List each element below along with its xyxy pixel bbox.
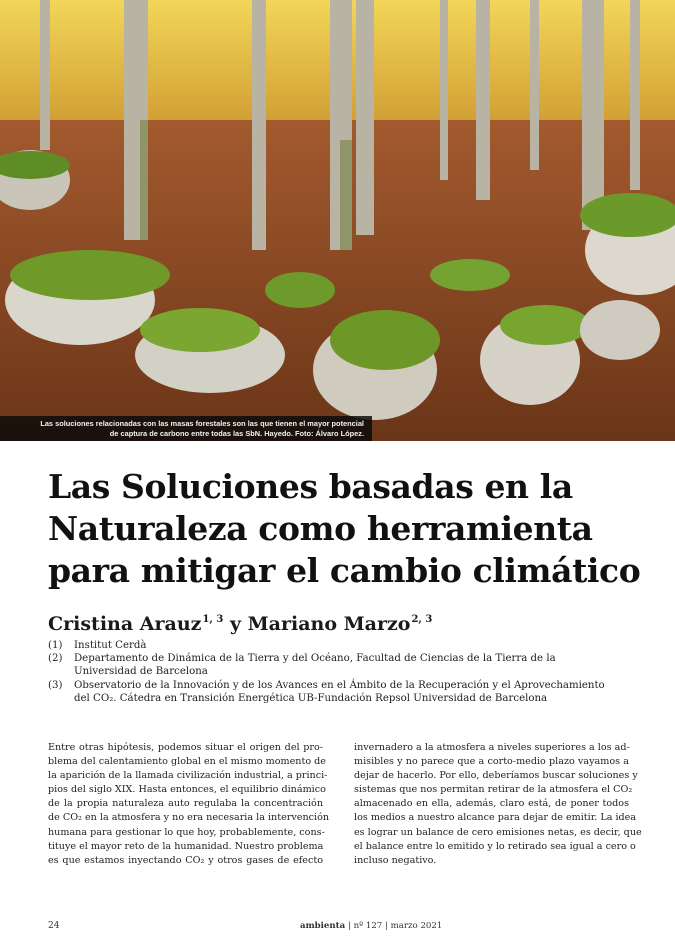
body-line: los medios a nuestro alcance para dejar de emitir. La idea bbox=[354, 812, 637, 824]
body-line: sistemas que nos permitan retirar de la atmosfera el CO₂ bbox=[354, 784, 633, 796]
affiliation-item bbox=[48, 652, 628, 678]
magazine-footer bbox=[300, 921, 442, 931]
body-column-right bbox=[354, 741, 642, 868]
author-name: Cristina Arauz bbox=[48, 613, 202, 635]
body-line: de la propia naturaleza auto regulaba la concentración bbox=[48, 798, 323, 810]
body-line: blema del calentamiento global en el mismo momento de bbox=[48, 756, 326, 768]
body-line: misibles y no parece que a corto-medio plazo vayamos a bbox=[354, 756, 629, 768]
affiliation-line: Observatorio de la Innovación y de los Avances en el Ámbito de la Recuperación y el Aprovechamiento bbox=[74, 679, 605, 691]
affiliation-line: Universidad de Barcelona bbox=[74, 666, 208, 678]
body-line: es que estamos inyectando CO₂ y otros gases de efecto bbox=[48, 854, 323, 866]
affiliation-item bbox=[48, 679, 628, 705]
affiliation-text bbox=[74, 679, 628, 705]
author-affiliation-marker: 1, 3 bbox=[202, 614, 224, 625]
body-line: almacenado en ella, además, claro está, de poner todos bbox=[354, 798, 629, 810]
article-title bbox=[48, 466, 648, 592]
body-line: tituye el mayor reto de la humanidad. Nuestro problema bbox=[48, 840, 324, 852]
affiliation-line: Institut Cerdà bbox=[74, 640, 147, 651]
caption-line-2: de captura de carbono entre todas las SbN. Hayedo. Foto: Álvaro López. bbox=[109, 429, 364, 438]
title-line-1: Las Soluciones basadas en la bbox=[48, 467, 573, 506]
affiliation-line: Departamento de Dinámica de la Tierra y del Océano, Facultad de Ciencias de la Tierra de la bbox=[74, 653, 556, 665]
issue-info: | nº 127 | marzo 2021 bbox=[347, 921, 443, 931]
page-number: 24 bbox=[48, 921, 60, 931]
author-name: Mariano Marzo bbox=[247, 613, 411, 635]
affiliation-text bbox=[74, 652, 628, 678]
forest-illustration bbox=[0, 0, 675, 441]
body-line: pios del siglo XIX. Hasta entonces, el equilibrio dinámico bbox=[48, 784, 326, 796]
body-line: la aparición de la llamada civilización industrial, a princi- bbox=[48, 770, 328, 782]
caption-line-1: Las soluciones relacionadas con las masas forestales son las que tienen el mayor potencial bbox=[40, 419, 364, 428]
body-line: Entre otras hipótesis, podemos situar el origen del pro- bbox=[48, 742, 323, 753]
body-line: incluso negativo. bbox=[354, 854, 437, 866]
affiliation-text bbox=[74, 639, 628, 652]
photo-caption bbox=[0, 416, 372, 441]
author-connector: y bbox=[229, 613, 242, 635]
body-column-left bbox=[48, 741, 330, 868]
hero-photo bbox=[0, 0, 675, 441]
body-line: humana para gestionar lo que hoy, probablemente, cons- bbox=[48, 826, 325, 838]
affiliation-item bbox=[48, 639, 628, 652]
magazine-name: ambienta bbox=[300, 921, 346, 931]
affiliation-number: (2) bbox=[48, 653, 63, 665]
author-affiliation-marker: 2, 3 bbox=[411, 614, 433, 625]
body-line: es lograr un balance de cero emisiones netas, es decir, que bbox=[354, 826, 642, 838]
affiliation-list bbox=[48, 639, 628, 705]
body-line: el balance entre lo emitido y lo retirado sea igual a cero o bbox=[354, 840, 636, 852]
title-line-3: para mitigar el cambio climático bbox=[48, 551, 641, 590]
body-line: dejar de hacerlo. Por ello, deberíamos buscar soluciones y bbox=[354, 770, 638, 782]
affiliation-number: (1) bbox=[48, 640, 63, 651]
author-list bbox=[48, 613, 432, 635]
affiliation-number: (3) bbox=[48, 679, 63, 691]
body-line: invernadero a la atmosfera a niveles superiores a los ad- bbox=[354, 742, 630, 753]
body-line: de CO₂ en la atmosfera y no era necesaria la intervención bbox=[48, 812, 330, 824]
affiliation-line: del CO₂. Cátedra en Transición Energética UB-Fundación Repsol Universidad de Barcelona bbox=[74, 692, 548, 704]
title-line-2: Naturaleza como herramienta bbox=[48, 509, 593, 548]
